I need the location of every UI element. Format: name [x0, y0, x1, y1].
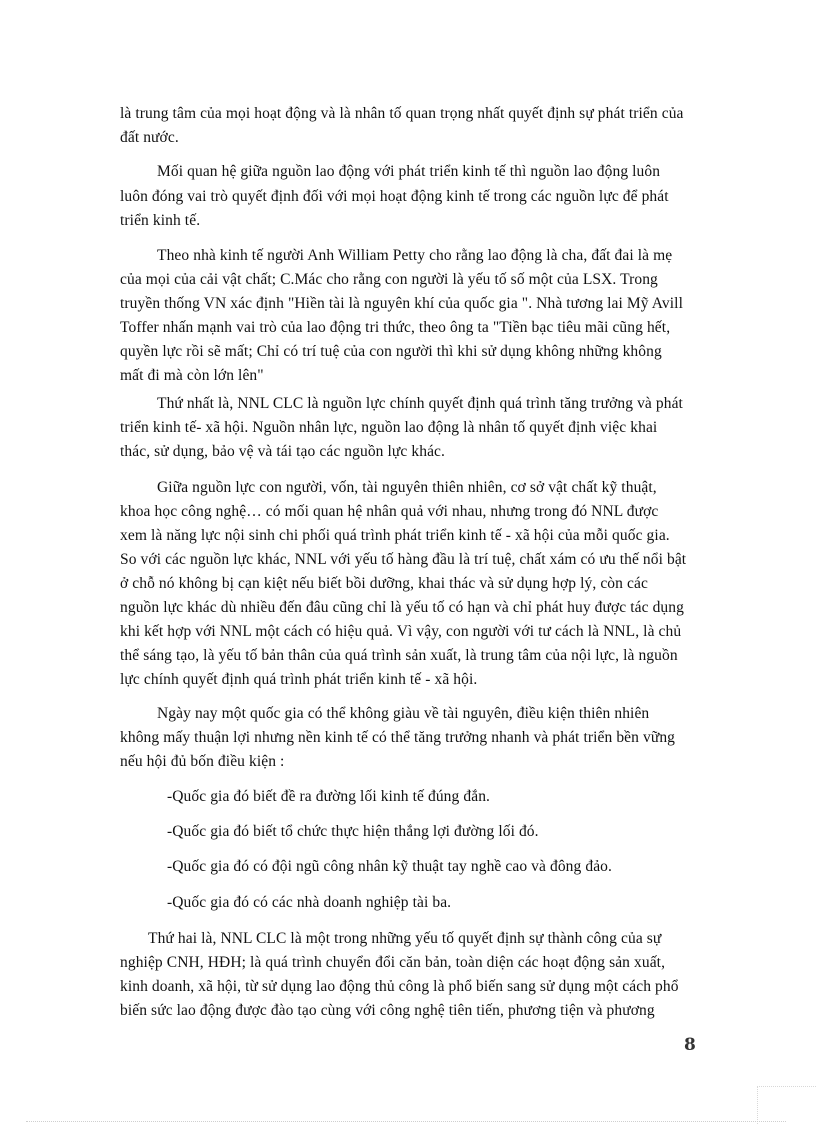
text-line: Toffer nhấn mạnh vai trò của lao động tri thức, theo ông ta "Tiền bạc tiêu mãi cũng hết, — [120, 319, 671, 336]
text-line: triển kinh tế. — [120, 212, 201, 229]
list-item: -Quốc gia đó có đội ngũ công nhân kỹ thuật tay nghề cao và đông đảo. — [167, 858, 612, 875]
text-line: Ngày nay một quốc gia có thể không giàu về tài nguyên, điều kiện thiên nhiên — [157, 705, 650, 722]
list-item: -Quốc gia đó biết đề ra đường lối kinh tế đúng đắn. — [167, 788, 491, 805]
text-line: nguồn lực khác dù nhiều đến đâu cũng chỉ là yếu tố có hạn và chỉ phát huy được tác dụng — [120, 599, 684, 616]
page-corner-mark — [757, 1086, 816, 1124]
text-line: luôn đóng vai trò quyết định đối với mọi hoạt động kinh tế trong các nguồn lực để phát — [120, 188, 669, 205]
text-line: nghiệp CNH, HĐH; là quá trình chuyển đổi căn bản, toàn diện các hoạt động sản xuất, — [120, 954, 666, 971]
text-line: nếu hội đủ bốn điều kiện : — [120, 753, 285, 770]
text-line: đất nước. — [120, 129, 179, 146]
text-line: xem là năng lực nội sinh chi phối quá trình phát triển kinh tế - xã hội của mỗi quốc gia. — [120, 527, 670, 544]
text-line: truyền thống VN xác định "Hiền tài là nguyên khí của quốc gia ". Nhà tương lai Mỹ Avill — [120, 295, 683, 312]
text-line: khi kết hợp với NNL một cách có hiệu quả. Vì vậy, con người với tư cách là NNL, là chủ — [120, 623, 682, 640]
text-line: So với các nguồn lực khác, NNL với yếu tố hàng đầu là trí tuệ, chất xám có ưu thế nổi bật — [120, 551, 687, 568]
text-line: quyền lực rồi sẽ mất; Chỉ có trí tuệ của con người thì khi sử dụng không những không — [120, 343, 662, 360]
list-item: -Quốc gia đó có các nhà doanh nghiệp tài ba. — [167, 894, 452, 911]
text-line: Mối quan hệ giữa nguồn lao động với phát triển kinh tế thì nguồn lao động luôn — [157, 163, 661, 180]
text-line: của mọi của cải vật chất; C.Mác cho rằng con người là yếu tố số một của LSX. Trong — [120, 271, 658, 288]
text-line: thể sáng tạo, là yếu tố bản thân của quá trình sản xuất, là trung tâm của nội lực, là nguồn — [120, 647, 678, 664]
text-line: kinh doanh, xã hội, từ sử dụng lao động thủ công là phổ biến sang sử dụng một cách phổ — [120, 978, 679, 995]
page-number: 8 — [684, 1035, 696, 1055]
text-line: không mấy thuận lợi nhưng nền kinh tế có thể tăng trưởng nhanh và phát triển bền vững — [120, 729, 676, 746]
text-line: Thứ nhất là, NNL CLC là nguồn lực chính quyết định quá trình tăng trưởng và phát — [157, 395, 683, 412]
list-item: -Quốc gia đó biết tổ chức thực hiện thắng lợi đường lối đó. — [167, 823, 539, 840]
text-line: khoa học công nghệ… có mối quan hệ nhân quả với nhau, nhưng trong đó NNL được — [120, 503, 659, 520]
text-line: Giữa nguồn lực con người, vốn, tài nguyên thiên nhiên, cơ sở vật chất kỹ thuật, — [157, 479, 657, 496]
text-line: triển kinh tế- xã hội. Nguồn nhân lực, nguồn lao động là nhân tố quyết định việc khai — [120, 419, 658, 436]
text-line: Thứ hai là, NNL CLC là một trong những yếu tố quyết định sự thành công của sự — [148, 930, 662, 947]
text-line: ở chỗ nó không bị cạn kiệt nếu biết bồi dưỡng, khai thác và sử dụng hợp lý, còn các — [120, 575, 648, 592]
footer-rule — [26, 1121, 786, 1122]
text-line: thác, sử dụng, bảo vệ và tái tạo các nguồn lực khác. — [120, 443, 446, 460]
text-line: là trung tâm của mọi hoạt động và là nhân tố quan trọng nhất quyết định sự phát triển của — [120, 105, 684, 122]
text-line: mất đi mà còn lớn lên" — [120, 367, 264, 384]
text-line: biến sức lao động được đào tạo cùng với công nghệ tiên tiến, phương tiện và phương — [120, 1002, 655, 1019]
text-line: lực chính quyết định quá trình phát triển kinh tế - xã hội. — [120, 671, 478, 688]
text-line: Theo nhà kinh tế người Anh William Petty cho rằng lao động là cha, đất đai là mẹ — [157, 247, 673, 264]
